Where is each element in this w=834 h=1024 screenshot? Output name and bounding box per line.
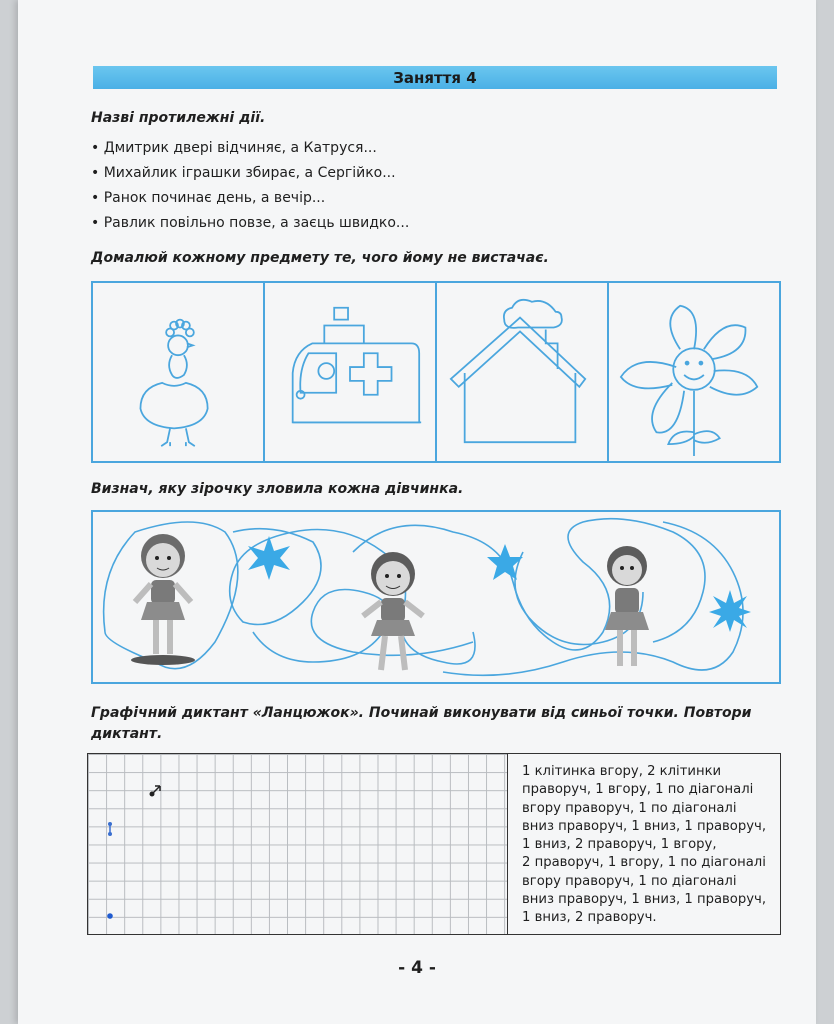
star-icon[interactable]: [485, 542, 525, 582]
flower-cell[interactable]: [609, 283, 779, 461]
peacock-icon: [93, 283, 263, 461]
girl-3-icon: [589, 538, 663, 678]
ambulance-cell[interactable]: [265, 283, 437, 461]
list-item: • Равлик повільно повзе, а заєць швидко...: [91, 215, 410, 231]
list-item: • Дмитрик двері відчиняє, а Катруся...: [91, 140, 377, 156]
task2-title: Домалюй кожному предмету те, чого йому не вистачає.: [91, 250, 549, 266]
task1-list: [91, 136, 409, 236]
task4-title-line1: Графічний диктант «Ланцюжок». Починай виконувати від синьої точки. Повтори: [91, 705, 752, 721]
start-dot: [107, 913, 113, 919]
dictation-box: [87, 753, 781, 935]
star-icon[interactable]: [707, 588, 753, 634]
picture-panel: [91, 281, 781, 463]
house-cell[interactable]: [437, 283, 609, 461]
list-item: • Михайлик іграшки збирає, а Сергійко...: [91, 165, 396, 181]
list-item: • Ранок починає день, а вечір...: [91, 190, 326, 206]
lesson-banner: [93, 66, 777, 89]
lesson-title: Заняття 4: [393, 68, 477, 87]
task3-title: Визнач, яку зірочку зловила кожна дівчинка.: [91, 481, 464, 497]
house-icon: [437, 283, 607, 461]
task1-title: Назві протилежні дії.: [91, 110, 266, 126]
page-number: - 4 -: [398, 958, 436, 978]
girl-2-icon: [351, 548, 435, 678]
flower-icon: [609, 283, 779, 461]
peacock-cell[interactable]: [93, 283, 265, 461]
graph-paper-grid[interactable]: [88, 754, 508, 934]
ambulance-icon: [265, 283, 435, 461]
dictation-instructions: 1 клітинка вгору, 2 клітинки праворуч, 1 вгору, 1 по діагоналі вгору праворуч, 1 по діагоналі вниз праворуч, 1 вниз, 1 праворуч, 1 вниз, 2 праворуч, 1 вгору, 2 праворуч, 1 вгору, 1 по діагоналі вгору праворуч, 1 по діагоналі вниз праворуч, 1 вниз, 1 праворуч, 1 вниз, 2 праворуч.: [522, 764, 767, 926]
star-icon[interactable]: [243, 534, 295, 582]
star-maze: [91, 510, 781, 684]
task4-title-line2: диктант.: [91, 726, 163, 742]
girl-1-icon: [123, 526, 203, 666]
